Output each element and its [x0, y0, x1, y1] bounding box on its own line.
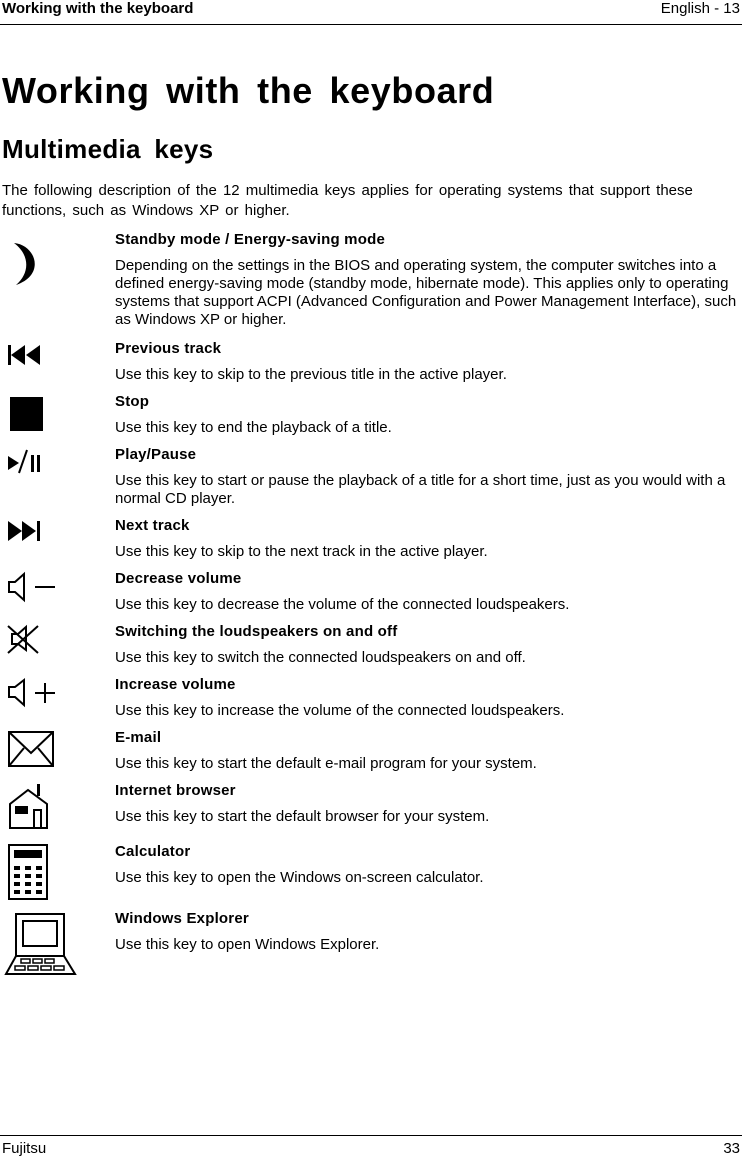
play-pause-icon [0, 446, 50, 486]
mute-icon [0, 623, 50, 663]
key-title: E-mail [115, 729, 162, 746]
key-description: Use this key to start or pause the playback of a title for a short time, just as you would with a normal CD player. [115, 472, 726, 507]
stop-icon [0, 393, 50, 438]
key-title: Increase volume [115, 676, 236, 693]
key-description: Use this key to increase the volume of the connected loudspeakers. [115, 702, 565, 719]
email-icon [0, 729, 60, 774]
key-description: Use this key to start the default e-mail program for your system. [115, 755, 537, 772]
moon-icon [0, 231, 50, 291]
key-title: Previous track [115, 340, 222, 357]
browser-icon [0, 782, 60, 837]
key-title: Stop [115, 393, 150, 410]
key-title: Decrease volume [115, 570, 242, 587]
header-divider [0, 24, 742, 25]
footer-divider [0, 1135, 742, 1136]
key-title: Calculator [115, 843, 191, 860]
key-description: Use this key to open Windows Explorer. [115, 936, 380, 953]
intro-paragraph: The following description of the 12 multimedia keys applies for operating systems that support these functions, such as Windows XP or higher. [2, 182, 693, 219]
key-description: Depending on the settings in the BIOS and operating system, the computer switches into a defined energy-saving mode (standby mode, hibernate mode). This applies only to operating systems that support ACPI (Advanced Configuration and Power Management Interface), such as Windows XP or higher. [115, 257, 737, 328]
key-description: Use this key to end the playback of a title. [115, 419, 392, 436]
key-title: Play/Pause [115, 446, 197, 463]
page-title: Working with the keyboard [2, 70, 495, 111]
key-description: Use this key to open the Windows on-screen calculator. [115, 869, 484, 886]
header-title: Working with the keyboard [2, 0, 194, 17]
key-description: Use this key to skip to the next track in the active player. [115, 543, 488, 560]
key-description: Use this key to skip to the previous title in the active player. [115, 366, 507, 383]
key-title: Next track [115, 517, 190, 534]
key-description: Use this key to decrease the volume of the connected loudspeakers. [115, 596, 570, 613]
section-title: Multimedia keys [2, 134, 214, 164]
previous-track-icon [0, 340, 50, 380]
calculator-icon [0, 843, 60, 905]
key-title: Internet browser [115, 782, 236, 799]
explorer-icon [0, 910, 80, 980]
volume-down-icon [0, 570, 60, 610]
volume-up-icon [0, 676, 60, 716]
key-description: Use this key to start the default browser for your system. [115, 808, 490, 825]
footer-company: Fujitsu [2, 1140, 47, 1157]
key-title: Switching the loudspeakers on and off [115, 623, 398, 640]
header-page-label: English - 13 [660, 0, 740, 17]
key-title: Standby mode / Energy-saving mode [115, 231, 385, 248]
key-description: Use this key to switch the connected loudspeakers on and off. [115, 649, 526, 666]
footer-page-number: 33 [723, 1140, 740, 1157]
next-track-icon [0, 517, 50, 557]
key-title: Windows Explorer [115, 910, 249, 927]
